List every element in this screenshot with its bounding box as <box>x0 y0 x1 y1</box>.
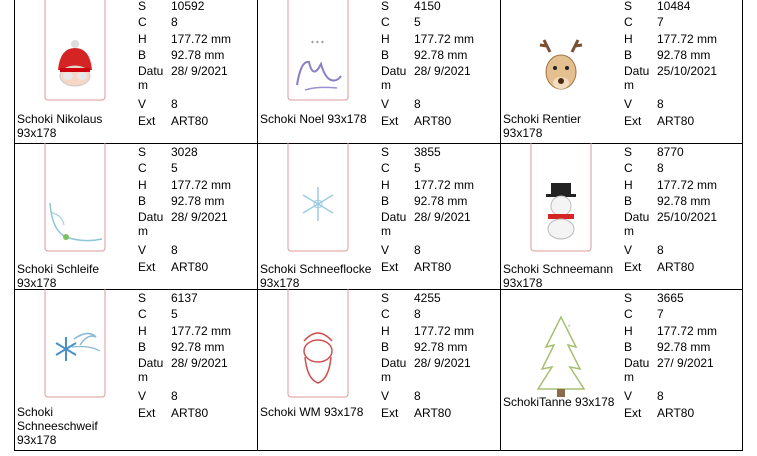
width-value: 92.78 mm <box>657 48 711 62</box>
width-value: 92.78 mm <box>171 194 225 208</box>
santa-outline-icon <box>287 289 349 409</box>
christmas-tree-icon <box>530 289 592 409</box>
extension-value: ART80 <box>657 406 695 420</box>
height-value: 177.72 mm <box>657 32 718 46</box>
design-name: Schoki Schneeflocke 93x178 <box>260 262 372 290</box>
extension-value: ART80 <box>414 260 452 274</box>
design-name: Schoki Schneemann 93x178 <box>503 262 614 290</box>
design-card[interactable]: Schoki Nikolaus 93x178 S 10592 C 8 H 177.72 mm B 92.78 mm Datu m 28/ 9/2021 V 8 Ext ART80 <box>14 0 257 143</box>
version-value: 8 <box>171 389 178 403</box>
width-value: 92.78 mm <box>171 48 225 62</box>
color-count: 5 <box>414 15 421 29</box>
version-value: 8 <box>414 389 421 403</box>
svg-text:*: * <box>568 325 571 331</box>
santa-hat-face-icon <box>44 0 106 110</box>
stitch-count: 3855 <box>414 145 441 159</box>
design-name: Schoki Nikolaus 93x178 <box>17 112 103 140</box>
stitch-count: 4150 <box>414 0 441 13</box>
date-value: 28/ 9/2021 <box>171 64 228 78</box>
color-count: 7 <box>657 307 664 321</box>
width-value: 92.78 mm <box>657 340 711 354</box>
version-value: 8 <box>657 97 664 111</box>
stitch-count: 10484 <box>657 0 691 13</box>
color-count: 5 <box>171 307 178 321</box>
version-value: 8 <box>657 389 664 403</box>
stitch-count: 6137 <box>171 291 198 305</box>
date-value: 28/ 9/2021 <box>171 356 228 370</box>
height-value: 177.72 mm <box>171 32 232 46</box>
design-card[interactable]: Schoki Schneeflocke 93x178 S 3855 C 5 H 177.72 mm B 92.78 mm Datu m 28/ 9/2021 V 8 Ext ART80 <box>257 143 500 289</box>
design-name: Schoki Schneeschweif 93x178 <box>17 405 98 447</box>
version-value: 8 <box>414 243 421 257</box>
stitch-count: 4255 <box>414 291 441 305</box>
design-catalog-grid <box>14 0 743 451</box>
design-card[interactable]: Schoki Schleife 93x178 S 3028 C 5 H 177.72 mm B 92.78 mm Datu m 28/ 9/2021 V 8 Ext ART80 <box>14 143 257 289</box>
color-count: 8 <box>657 161 664 175</box>
height-value: 177.72 mm <box>657 178 718 192</box>
reindeer-icon <box>530 0 592 110</box>
version-value: 8 <box>171 243 178 257</box>
design-name: Schoki WM 93x178 <box>260 405 364 419</box>
version-value: 8 <box>657 243 664 257</box>
height-value: 177.72 mm <box>414 32 475 46</box>
width-value: 92.78 mm <box>657 194 711 208</box>
height-value: 177.72 mm <box>657 324 718 338</box>
color-count: 5 <box>414 161 421 175</box>
height-value: 177.72 mm <box>414 178 475 192</box>
date-value: 28/ 9/2021 <box>171 210 228 224</box>
grid-line <box>14 450 743 451</box>
svg-text:* * *: * * * <box>311 40 324 47</box>
width-value: 92.78 mm <box>171 340 225 354</box>
extension-value: ART80 <box>171 406 209 420</box>
height-value: 177.72 mm <box>171 178 232 192</box>
design-card[interactable]: Schoki WM 93x178 S 4255 C 8 H 177.72 mm B 92.78 mm Datu m 28/ 9/2021 V 8 Ext ART80 <box>257 289 500 450</box>
date-value: 28/ 9/2021 <box>414 64 471 78</box>
width-value: 92.78 mm <box>414 194 468 208</box>
height-value: 177.72 mm <box>414 324 475 338</box>
color-count: 8 <box>414 307 421 321</box>
design-card[interactable]: Schoki Rentier 93x178 S 10484 C 7 H 177.72 mm B 92.78 mm Datu m 25/10/2021 V 8 Ext ART80 <box>500 0 743 143</box>
design-card[interactable]: * * * Schoki Noel 93x178 S 4150 C 5 H 177.72 mm B 92.78 mm Datu m 28/ 9/2021 V 8 Ext ART80 <box>257 0 500 143</box>
design-name: SchokiTanne 93x178 <box>503 395 615 409</box>
stitch-count: 3665 <box>657 291 684 305</box>
extension-value: ART80 <box>414 406 452 420</box>
extension-value: ART80 <box>657 114 695 128</box>
date-value: 28/ 9/2021 <box>414 356 471 370</box>
date-value: 25/10/2021 <box>657 64 718 78</box>
date-value: 28/ 9/2021 <box>414 210 471 224</box>
width-value: 92.78 mm <box>414 48 468 62</box>
design-name: Schoki Rentier 93x178 <box>503 112 582 140</box>
floral-swirl-icon <box>44 143 106 263</box>
color-count: 7 <box>657 15 664 29</box>
date-value: 25/10/2021 <box>657 210 718 224</box>
extension-value: ART80 <box>171 260 209 274</box>
version-value: 8 <box>171 97 178 111</box>
design-name: Schoki Noel 93x178 <box>260 112 367 126</box>
version-value: 8 <box>414 97 421 111</box>
stitch-count: 3028 <box>171 145 198 159</box>
stitch-count: 10592 <box>171 0 205 13</box>
stitch-count: 8770 <box>657 145 684 159</box>
extension-value: ART80 <box>171 114 209 128</box>
noel-script-icon <box>287 0 349 110</box>
date-value: 27/ 9/2021 <box>657 356 714 370</box>
design-card[interactable]: Schoki Schneemann 93x178 S 8770 C 8 H 177.72 mm B 92.78 mm Datu m 25/10/2021 V 8 Ext ART80 <box>500 143 743 289</box>
snowman-icon <box>530 143 592 263</box>
color-count: 5 <box>171 161 178 175</box>
design-card[interactable]: * SchokiTanne 93x178 S 3665 C 7 H 177.72 mm B 92.78 mm Datu m 27/ 9/2021 V 8 Ext ART80 <box>503 291 718 420</box>
height-value: 177.72 mm <box>171 324 232 338</box>
design-name: Schoki Schleife 93x178 <box>17 262 100 290</box>
design-card[interactable]: Schoki Schneeschweif 93x178 S 6137 C 5 H 177.72 mm B 92.78 mm Datu m 28/ 9/2021 V 8 Ext ART80 <box>14 289 257 450</box>
color-count: 8 <box>171 15 178 29</box>
extension-value: ART80 <box>657 260 695 274</box>
snowflake-swirl-icon <box>44 289 106 409</box>
extension-value: ART80 <box>414 114 452 128</box>
width-value: 92.78 mm <box>414 340 468 354</box>
snowflake-icon <box>287 143 349 263</box>
